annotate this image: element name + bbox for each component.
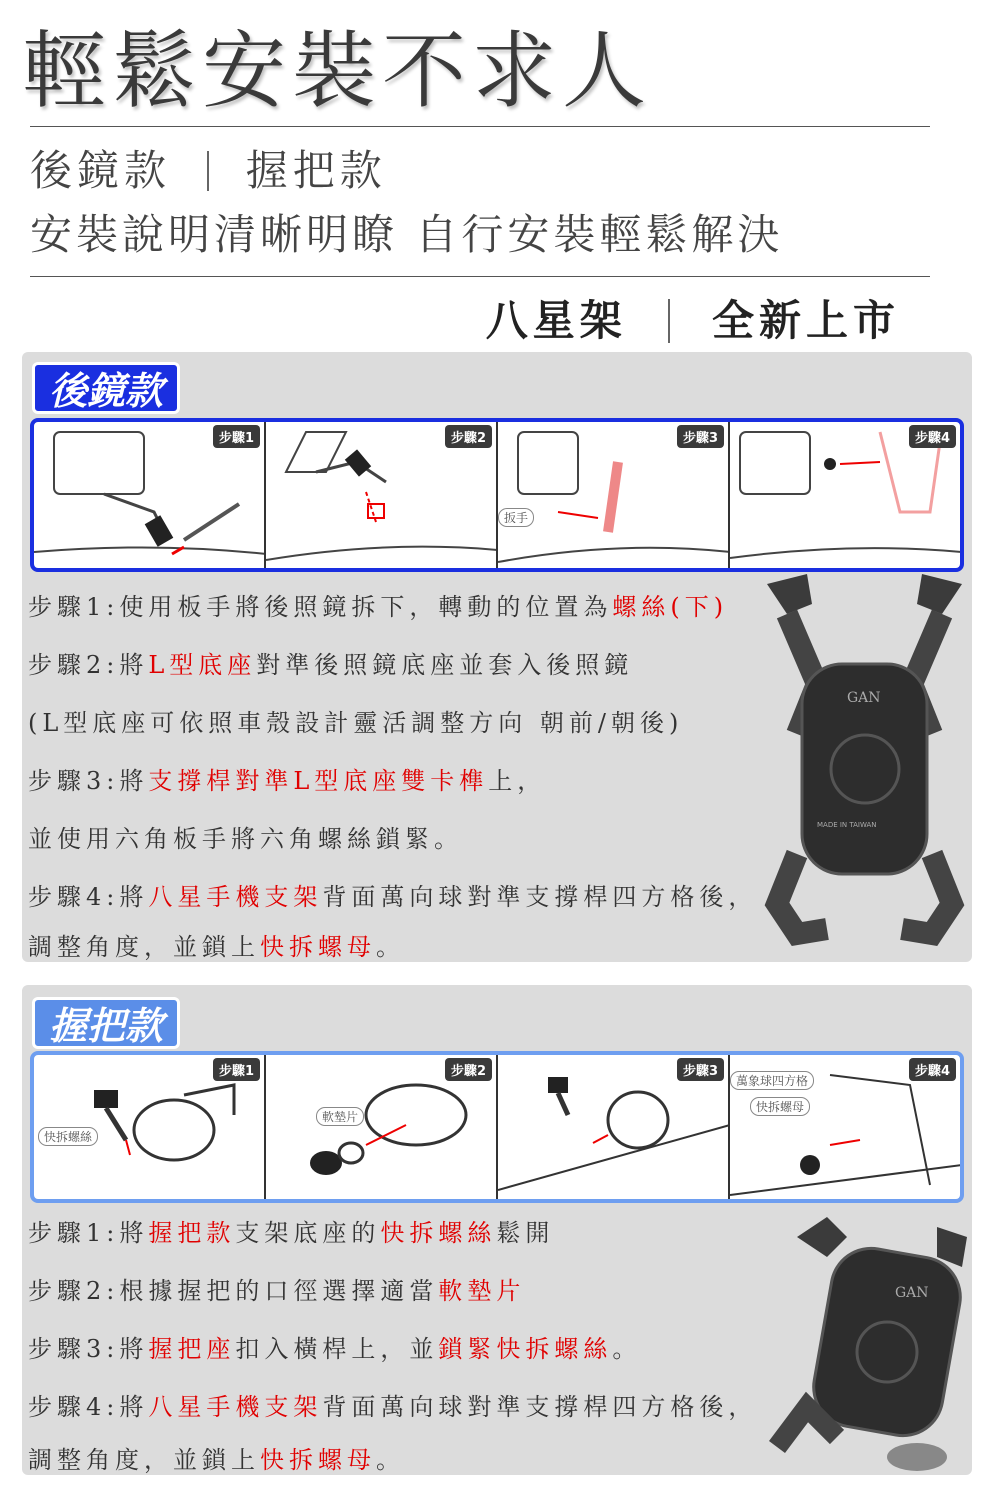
instruction-text: 扣入橫桿上，並 xyxy=(235,1335,439,1363)
highlight-text: 快拆螺母 xyxy=(260,933,376,961)
mirror-instruction-2 xyxy=(28,645,633,680)
step-label: 步驟2 xyxy=(445,1058,492,1081)
callout-ball: 萬象球四方格 xyxy=(730,1071,814,1090)
instruction-text: 支架底座的 xyxy=(235,1219,381,1247)
instruction-text: 。 xyxy=(376,933,405,961)
model-mirror-label: 後鏡款 xyxy=(30,146,172,195)
handlebar-mount-panel xyxy=(22,985,972,1475)
highlight-text: 八星手機支架 xyxy=(148,1393,323,1421)
instruction-text: 並使用六角板手將六角螺絲鎖緊。 xyxy=(28,825,463,853)
model-handle-label: 握把款 xyxy=(245,146,387,195)
mirror-mount-panel xyxy=(22,352,972,962)
instruction-text: 步驟4:將 xyxy=(28,1393,149,1421)
highlight-text: L型底座 xyxy=(148,651,257,679)
highlight-text: 鎖緊快拆螺絲 xyxy=(438,1335,613,1363)
step-label: 步驟4 xyxy=(909,425,956,448)
mirror-instruction-6 xyxy=(28,877,757,912)
instruction-text: 背面萬向球對準支撐桿四方格後， xyxy=(322,883,758,911)
instruction-text: 步驟3:將 xyxy=(28,1335,149,1363)
mirror-instruction-7 xyxy=(28,927,405,962)
product-made-in-mark: MADE IN TAIWAN xyxy=(817,821,877,829)
instruction-text: 背面萬向球對準支撐桿四方格後， xyxy=(322,1393,758,1421)
highlight-text: 握把座 xyxy=(148,1335,236,1363)
mirror-step-2 xyxy=(266,422,498,568)
handlebar-instruction-3 xyxy=(28,1329,641,1364)
step-label: 步驟1 xyxy=(213,1058,260,1081)
mirror-instruction-3 xyxy=(28,703,683,738)
highlight-text: 快拆螺母 xyxy=(260,1446,376,1474)
instruction-text: 步驟2:將 xyxy=(28,651,149,679)
handlebar-mount-badge: 握把款 xyxy=(32,997,180,1049)
page-title: 輕鬆安裝不求人 xyxy=(22,22,653,120)
highlight-text: 握把款 xyxy=(148,1219,236,1247)
handlebar-step-1 xyxy=(34,1055,266,1199)
step-label: 步驟2 xyxy=(445,425,492,448)
subtitle-models xyxy=(30,138,387,198)
separator xyxy=(207,151,209,191)
instruction-text: 步驟2:根據握把的口徑選擇適當 xyxy=(28,1277,439,1305)
handlebar-steps-strip xyxy=(30,1051,964,1203)
subtitle-description: 安裝說明清晰明瞭 自行安裝輕鬆解決 xyxy=(30,210,784,259)
handlebar-step-4 xyxy=(730,1055,960,1199)
highlight-text: 支撐桿對準L型底座雙卡榫 xyxy=(148,767,489,795)
step-label: 步驟3 xyxy=(677,1058,724,1081)
product-logo: GAN xyxy=(895,1285,929,1301)
instruction-text: 。 xyxy=(612,1335,642,1363)
handlebar-instruction-1 xyxy=(28,1213,554,1248)
mirror-instruction-4 xyxy=(28,761,546,796)
step-label: 步驟1 xyxy=(213,425,260,448)
mirror-steps-strip xyxy=(30,418,964,572)
callout-nut: 快拆螺母 xyxy=(750,1097,810,1116)
product-tagline xyxy=(486,288,900,348)
handlebar-instruction-2 xyxy=(28,1271,525,1306)
instruction-text: 對準後照鏡底座並套入後照鏡 xyxy=(256,651,634,679)
highlight-text: 快拆螺絲 xyxy=(380,1219,497,1247)
instruction-text: 步驟4:將 xyxy=(28,883,149,911)
divider xyxy=(30,126,930,127)
mirror-step-4 xyxy=(730,422,960,568)
phone-holder-handlebar-product-image xyxy=(767,1207,972,1475)
separator xyxy=(668,299,670,343)
handlebar-step-2 xyxy=(266,1055,498,1199)
instruction-text: 上， xyxy=(488,767,547,795)
handlebar-instruction-4 xyxy=(28,1387,757,1422)
mirror-mount-badge: 後鏡款 xyxy=(32,362,180,414)
tagline-new: 全新上市 xyxy=(711,296,900,345)
instruction-text: 步驟1:將 xyxy=(28,1219,149,1247)
callout-screw: 快拆螺絲 xyxy=(38,1127,98,1146)
instruction-text: 步驟1:使用板手將後照鏡拆下，轉動的位置為 xyxy=(28,593,613,621)
instruction-text: (L型底座可依照車殼設計靈活調整方向 朝前/朝後) xyxy=(28,709,684,737)
instruction-text: 調整角度，並鎖上 xyxy=(28,933,260,961)
divider xyxy=(30,276,930,277)
step-label: 步驟4 xyxy=(909,1058,956,1081)
instruction-text: 鬆開 xyxy=(496,1219,555,1247)
highlight-text: 軟墊片 xyxy=(438,1277,526,1305)
callout-pad: 軟墊片 xyxy=(316,1107,364,1126)
highlight-text: 八星手機支架 xyxy=(148,883,323,911)
mirror-instruction-1 xyxy=(28,587,728,622)
mirror-step-1 xyxy=(34,422,266,568)
tagline-product: 八星架 xyxy=(485,296,627,345)
callout-wrench: 扳手 xyxy=(498,508,534,527)
product-logo: GAN xyxy=(847,690,881,706)
handlebar-step-3 xyxy=(498,1055,730,1199)
handlebar-instruction-5 xyxy=(28,1440,405,1475)
mirror-instruction-5 xyxy=(28,819,463,854)
highlight-text: 螺絲(下) xyxy=(612,593,729,621)
phone-holder-product-image xyxy=(757,574,972,964)
mirror-step-3 xyxy=(498,422,730,568)
step-label: 步驟3 xyxy=(677,425,724,448)
instruction-text: 。 xyxy=(376,1446,405,1474)
instruction-text: 調整角度，並鎖上 xyxy=(28,1446,260,1474)
instruction-text: 步驟3:將 xyxy=(28,767,149,795)
